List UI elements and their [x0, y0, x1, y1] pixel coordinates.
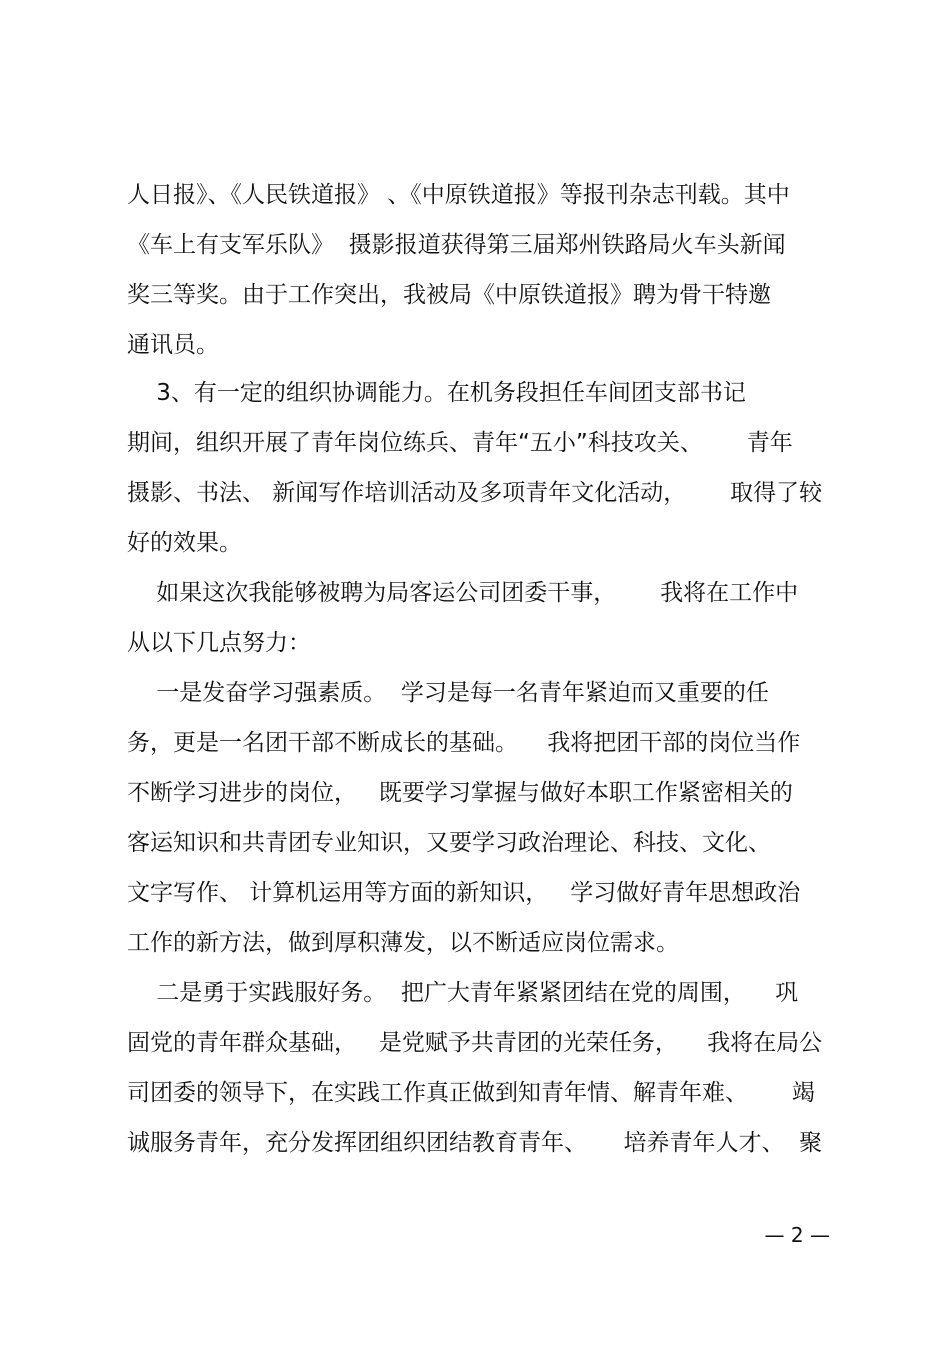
text-line-20: 诚服务青年，充分发挥团组织团结教育青年、 培养青年人才、 聚: [127, 1130, 823, 1156]
text-line-6: 期间，组织开展了青年岗位练兵、青年“五小”科技攻关、 青年: [127, 430, 793, 456]
text-line-3: 奖三等奖。由于工作突出，我被局《中原铁道报》聘为骨干特邀: [127, 282, 771, 308]
page-number: — 2 —: [764, 1223, 830, 1247]
text-line-5: 3、有一定的组织协调能力。在机务段担任车间团支部书记: [127, 380, 746, 406]
text-line-15: 文字写作、 计算机运用等方面的新知识， 学习做好青年思想政治: [127, 880, 801, 906]
text-line-7: 摄影、书法、 新闻写作培训活动及多项青年文化活动， 取得了较: [127, 480, 823, 506]
text-line-19: 司团委的领导下，在实践工作真正做到知青年情、解青年难、 竭: [127, 1080, 815, 1106]
text-line-16: 工作的新方法，做到厚积薄发，以不断适应岗位需求。: [127, 930, 679, 956]
text-line-10: 从以下几点努力：: [127, 630, 311, 656]
text-line-9: 如果这次我能够被聘为局客运公司团委干事， 我将在工作中: [127, 580, 799, 606]
text-line-4: 通讯员。: [127, 332, 219, 358]
text-line-14: 客运知识和共青团专业知识，又要学习政治理论、科技、文化、: [127, 830, 771, 856]
text-line-1: 人日报》、《人民铁道报》 、《中原铁道报》等报刊杂志刊载。其中: [127, 182, 790, 208]
text-line-12: 务，更是一名团干部不断成长的基础。 我将把团干部的岗位当作: [127, 730, 801, 756]
text-line-17: 二是勇于实践服好务。 把广大青年紧紧团结在党的周围， 巩: [127, 980, 799, 1006]
text-line-11: 一是发奋学习强素质。 学习是每一名青年紧迫而又重要的任: [127, 680, 769, 706]
text-line-18: 固党的青年群众基础， 是党赋予共青团的光荣任务， 我将在局公: [127, 1030, 823, 1056]
text-line-2: 《车上有支军乐队》 摄影报道获得第三届郑州铁路局火车头新闻: [127, 232, 786, 258]
text-line-8: 好的效果。: [127, 530, 242, 556]
text-line-13: 不断学习进步的岗位， 既要学习掌握与做好本职工作紧密相关的: [127, 780, 793, 806]
